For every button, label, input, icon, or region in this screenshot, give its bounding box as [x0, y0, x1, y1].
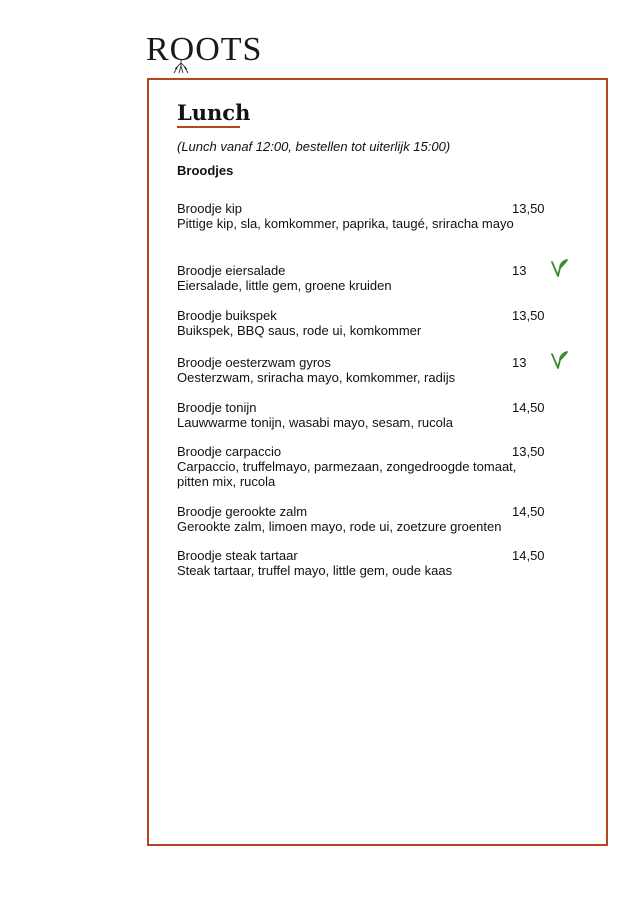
- menu-item: [177, 201, 597, 231]
- roots-icon: [168, 60, 194, 74]
- menu-item: [177, 504, 597, 534]
- item-name: Broodje tonijn: [177, 400, 257, 415]
- menu-subtitle: (Lunch vanaf 12:00, bestellen tot uiterlijk 15:00): [177, 139, 451, 154]
- item-description: Buikspek, BBQ saus, rode ui, komkommer: [177, 323, 422, 338]
- item-price: 13,50: [512, 201, 545, 216]
- item-description: Pittige kip, sla, komkommer, paprika, taugé, sriracha mayo: [177, 216, 514, 231]
- item-description: Oesterzwam, sriracha mayo, komkommer, radijs: [177, 370, 456, 385]
- item-description: Steak tartaar, truffel mayo, little gem, oude kaas: [177, 563, 453, 578]
- item-name: Broodje oesterzwam gyros: [177, 355, 331, 370]
- item-price: 13,50: [512, 308, 545, 323]
- item-description: Carpaccio, truffelmayo, parmezaan, zongedroogde tomaat, pitten mix, rucola: [177, 459, 517, 489]
- menu-item: [177, 400, 597, 430]
- menu-item: [177, 308, 597, 338]
- vegetarian-leaf-icon: [550, 350, 568, 370]
- item-description: Lauwwarme tonijn, wasabi mayo, sesam, rucola: [177, 415, 454, 430]
- title-underline: [177, 126, 240, 128]
- roots-logo: [146, 31, 263, 68]
- item-price: 14,50: [512, 504, 545, 519]
- item-price: 14,50: [512, 400, 545, 415]
- item-name: Broodje steak tartaar: [177, 548, 298, 563]
- menu-frame: [147, 78, 608, 846]
- vegetarian-leaf-icon: [550, 258, 568, 278]
- section-heading: Broodjes: [177, 163, 234, 178]
- item-name: Broodje kip: [177, 201, 243, 216]
- item-name: Broodje gerookte zalm: [177, 504, 308, 519]
- logo-text: ROOTS: [146, 31, 263, 68]
- item-price: 13: [512, 263, 527, 278]
- item-description: Gerookte zalm, limoen mayo, rode ui, zoetzure groenten: [177, 519, 502, 534]
- item-price: 13,50: [512, 444, 545, 459]
- item-price: 13: [512, 355, 527, 370]
- menu-item: [177, 548, 597, 578]
- item-name: Broodje carpaccio: [177, 444, 282, 459]
- menu-title: Lunch: [177, 100, 251, 125]
- menu-item: [177, 355, 597, 385]
- item-description: Eiersalade, little gem, groene kruiden: [177, 278, 392, 293]
- item-price: 14,50: [512, 548, 545, 563]
- item-name: Broodje buikspek: [177, 308, 277, 323]
- item-name: Broodje eiersalade: [177, 263, 286, 278]
- menu-item: [177, 444, 597, 489]
- menu-item: [177, 263, 597, 293]
